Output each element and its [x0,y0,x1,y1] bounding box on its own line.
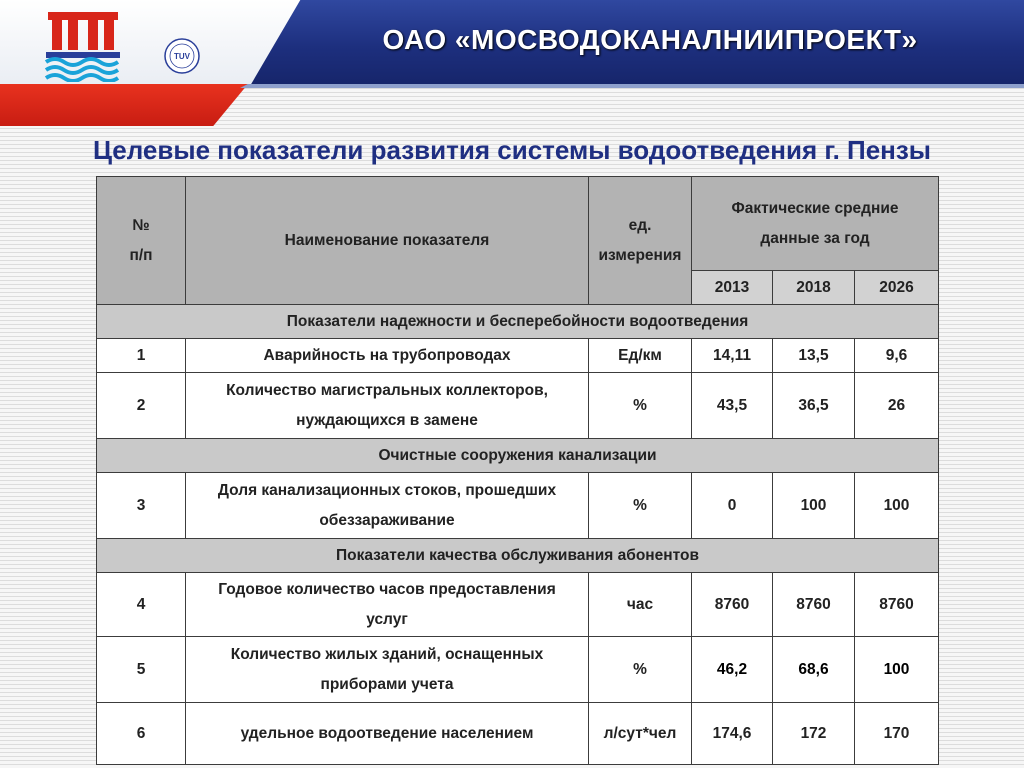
header-year-2013: 2013 [692,271,773,305]
header-unit-line2: измерения [598,246,682,264]
section-title: Показатели надежности и бесперебойности водоотведения [97,305,939,339]
row-value-2013: 43,5 [692,373,773,439]
row-value-2013: 0 [692,473,773,539]
badge-text: TUV [174,52,190,61]
header-num [97,177,186,305]
table-row [97,373,939,439]
row-name-line2: нуждающихся в замене [296,411,478,429]
header-years-group [692,177,939,271]
row-value-2018: 36,5 [773,373,855,439]
row-num: 6 [97,703,186,765]
row-num: 1 [97,339,186,373]
company-logo [44,6,122,82]
row-value-2018: 172 [773,703,855,765]
row-value-2013: 8760 [692,573,773,637]
row-name-line2: приборами учета [320,675,454,693]
table-row [97,637,939,703]
header-red-band [0,84,248,126]
row-name-line1: Годовое количество часов предоставления [218,580,556,598]
row-unit: % [589,637,692,703]
row-num: 5 [97,637,186,703]
row-name-line1: Доля канализационных стоков, прошедших [217,481,557,499]
row-name-line2: обеззараживание [319,511,455,529]
row-unit: л/сут*чел [589,703,692,765]
row-name [186,573,589,637]
header [0,0,1024,128]
row-value-2018: 68,6 [773,637,855,703]
header-unit [589,177,692,305]
row-num: 3 [97,473,186,539]
header-year-2026: 2026 [855,271,939,305]
page-title: Целевые показатели развития системы водоотведения г. Пензы [92,135,932,165]
company-name: ОАО «МОСВОДОКАНАЛНИИПРОЕКТ» [382,24,918,55]
row-name-line1: Количество жилых зданий, оснащенных [230,645,544,663]
row-value-2026: 9,6 [855,339,939,373]
table-row [97,473,939,539]
row-value-2013: 174,6 [692,703,773,765]
row-unit: % [589,473,692,539]
certification-badge-icon [164,38,200,74]
row-num: 4 [97,573,186,637]
table-row [97,703,939,765]
header-num-line1: № [132,216,150,234]
header-years-line1: Фактические средние [731,199,899,217]
row-name-line2: услуг [366,610,408,628]
section-title: Очистные сооружения канализации [97,439,939,473]
row-name-line1: удельное водоотведение населением [240,724,534,742]
row-num: 2 [97,373,186,439]
row-name [186,637,589,703]
row-name-line1: Аварийность на трубопроводах [263,346,511,364]
row-name [186,703,589,765]
row-name [186,473,589,539]
row-value-2026: 100 [855,473,939,539]
row-value-2026: 8760 [855,573,939,637]
indicators-table [96,176,939,765]
row-unit: час [589,573,692,637]
section-title: Показатели качества обслуживания абонентов [97,539,939,573]
table-row [97,573,939,637]
header-years-line2: данные за год [760,229,870,247]
row-value-2018: 13,5 [773,339,855,373]
header-name: Наименование показателя [186,177,589,305]
row-name-line1: Количество магистральных коллекторов, [226,381,548,399]
header-unit-line1: ед. [628,216,652,234]
row-name [186,339,589,373]
row-value-2018: 8760 [773,573,855,637]
header-num-line2: п/п [129,246,153,264]
header-year-2018: 2018 [773,271,855,305]
table-row [97,339,939,373]
row-unit: % [589,373,692,439]
row-value-2026: 170 [855,703,939,765]
row-value-2013: 46,2 [692,637,773,703]
row-value-2026: 100 [855,637,939,703]
row-value-2026: 26 [855,373,939,439]
header-blue-strip [240,84,1024,88]
row-value-2018: 100 [773,473,855,539]
row-value-2013: 14,11 [692,339,773,373]
row-name [186,373,589,439]
row-unit: Ед/км [589,339,692,373]
